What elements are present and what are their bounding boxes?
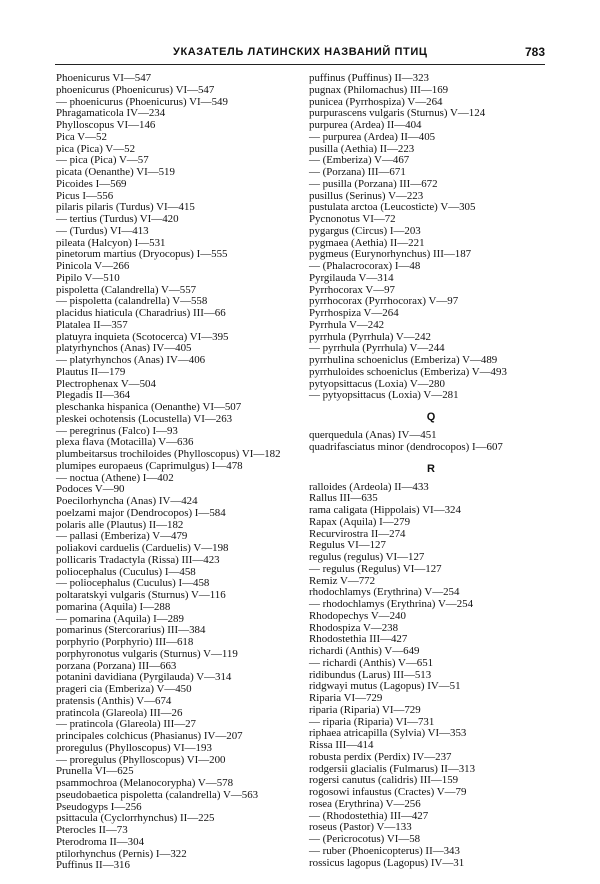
index-entry: Pseudogyps I—256 [56, 800, 142, 813]
index-entry: pygmaea (Aethia) II—221 [309, 236, 425, 249]
index-entry: pollicaris Tradactyla (Rissa) III—423 [56, 553, 220, 566]
index-entry: — noctua (Athene) I—402 [56, 471, 174, 484]
index-entry: punicea (Pyrrhospiza) V—264 [309, 95, 443, 108]
index-entry: psammochroa (Melanocorypha) V—578 [56, 777, 234, 789]
index-entry: Rissa III—414 [309, 739, 374, 751]
index-entry: potanini davidiana (Pyrgilauda) V—314 [56, 671, 232, 684]
index-entry: Remiz V—772 [309, 574, 376, 587]
index-entry: plumipes europaeus (Caprimulgus) I—478 [56, 459, 243, 472]
index-entry: pygmeus (Eurynorhynchus) III—187 [309, 248, 472, 261]
index-entry: psittacula (Cyclorrhynchus) II—225 [56, 812, 215, 825]
index-entry: Pyrgilauda V—314 [309, 271, 394, 284]
index-entry: — rhodochlamys (Erythrina) V—254 [309, 598, 474, 610]
index-entry: poltaratskyi vulgaris (Sturnus) V—116 [56, 589, 226, 601]
index-entry: — platyrhynchos (Anas) IV—406 [56, 354, 206, 366]
index-entry: plexa flava (Motacilla) V—636 [56, 436, 194, 449]
right-column [309, 73, 553, 869]
index-entry: — (Emberiza) V—467 [309, 154, 410, 167]
page-number: 783 [524, 45, 545, 59]
index-entry: porphyrio (Porphyrio) III—618 [56, 636, 194, 648]
index-entry: purpurascens vulgaris (Sturnus) V—124 [309, 107, 486, 120]
left-column [56, 73, 304, 872]
index-entry: prageri cia (Emberiza) V—450 [56, 683, 192, 695]
index-entry: Phragamaticola IV—234 [56, 107, 166, 120]
index-entry: poelzami major (Dendrocopos) I—584 [56, 506, 226, 519]
index-entry: — pytyopsittacus (Loxia) V—281 [309, 389, 459, 402]
index-entry: — poliocephalus (Cuculus) I—458 [56, 577, 210, 590]
index-entry: Rhodopechys V—240 [309, 609, 406, 622]
index-entry: ralloides (Ardeola) II—433 [309, 480, 429, 493]
index-entry: placidus hiaticula (Charadrius) III—66 [56, 307, 226, 319]
index-entry: — pyrrhula (Pyrrhula) V—244 [309, 342, 445, 355]
index-entry: — ruber (Phoenicopterus) II—343 [309, 844, 460, 857]
index-entry: Pyrrhula V—242 [309, 318, 385, 331]
section-heading-q: Q [426, 411, 436, 423]
index-entry: pusilla (Aethia) II—223 [309, 142, 415, 155]
index-entry: Rallus III—635 [309, 492, 378, 505]
index-entry: riphaea atricapilla (Sylvia) VI—353 [309, 727, 467, 740]
index-entry: pygargus (Circus) I—203 [309, 224, 421, 237]
index-entry: querquedula (Anas) IV—451 [309, 429, 437, 441]
index-entry: Picus I—556 [56, 189, 114, 202]
index-entry: — pratincola (Glareola) III—27 [56, 718, 197, 731]
index-entry: — richardi (Anthis) V—651 [309, 656, 434, 669]
index-entry: Pycnonotus VI—72 [309, 213, 396, 225]
index-entry: platuyra inquieta (Scotocerca) VI—395 [56, 330, 229, 343]
index-entry: purpurea (Ardea) II—404 [309, 119, 422, 131]
index-entry: picata (Oenanthe) VI—519 [56, 166, 175, 178]
index-entry: — (Phalacrocorax) I—48 [309, 260, 421, 272]
index-entry: pleschanka hispanica (Oenanthe) VI—507 [56, 401, 242, 413]
index-entry: — phoenicurus (Phoenicurus) VI—549 [56, 95, 228, 108]
index-entry: pratensis (Anthis) V—674 [56, 694, 172, 707]
index-entry: — (Porzana) III—671 [309, 166, 406, 178]
index-entry: Puffinus II—316 [56, 859, 130, 872]
page-title: УКАЗАТЕЛЬ ЛАТИНСКИХ НАЗВАНИЙ ПТИЦ [173, 46, 428, 58]
index-entry: rodgersii glacialis (Fulmarus) II—313 [309, 762, 476, 775]
index-entry: Riparia VI—729 [309, 692, 383, 704]
index-entry: Prunella VI—625 [56, 765, 134, 778]
index-entry: platyrhynchos (Anas) IV—405 [56, 342, 192, 355]
index-entry: rama caligata (Hippolais) VI—324 [309, 504, 461, 516]
page-header [55, 44, 545, 65]
index-entry: principales colchicus (Phasianus) IV—207 [56, 730, 243, 742]
index-entry: roseus (Pastor) V—133 [309, 821, 412, 834]
index-entry: pleskei ochotensis (Locustella) VI—263 [56, 412, 233, 425]
index-entry: robusta perdix (Perdix) IV—237 [309, 750, 452, 763]
index-entry: — pomarina (Aquila) I—289 [56, 612, 184, 625]
index-entry: pugnax (Philomachus) III—169 [309, 83, 449, 96]
index-entry: pytyopsittacus (Loxia) V—280 [309, 377, 445, 390]
index-entry: Rhodostethia III—427 [309, 633, 408, 646]
index-entry: regulus (regulus) VI—127 [309, 551, 425, 563]
index-entry: Pica V—52 [56, 130, 107, 143]
index-entry: rosea (Erythrina) V—256 [309, 797, 421, 810]
index-entry: pyrrhocorax (Pyrrhocorax) V—97 [309, 295, 459, 308]
index-entry: poliakovi carduelis (Carduelis) V—198 [56, 542, 229, 554]
index-entry: Plautus II—179 [56, 365, 126, 378]
section-heading-r: R [427, 462, 435, 475]
p-entries-list [309, 73, 553, 402]
index-entry: pyrrhulina schoeniclus (Emberiza) V—489 [309, 354, 498, 366]
index-entry: polaris alle (Plautus) II—182 [56, 518, 184, 531]
index-entry: — (Rhodostethia) III—427 [309, 809, 429, 822]
index-entry: ptilorhynchus (Pernis) I—322 [56, 847, 187, 860]
index-entry: rogersi canutus (calidris) III—159 [309, 774, 459, 787]
index-entry: pseudobaetica pispoletta (calandrella) V—563 [56, 788, 259, 801]
index-entry: pyrrhuloides schoeniclus (Emberiza) V—493 [309, 365, 507, 378]
index-entry: Podoces V—90 [56, 483, 125, 496]
index-entry: — regulus (Regulus) VI—127 [309, 562, 442, 575]
index-entry: ridibundus (Larus) III—513 [309, 668, 432, 681]
index-entry: pispoletta (Calandrella) V—557 [56, 283, 197, 296]
index-entry: poliocephalus (Cuculus) I—458 [56, 565, 196, 578]
index-entry: Plegadis II—364 [56, 389, 131, 402]
index-entry: pomarina (Aquila) I—288 [56, 600, 171, 613]
index-entry: — (Pericrocotus) VI—58 [309, 833, 421, 845]
index-entry: Plectrophenax V—504 [56, 377, 156, 390]
index-entry: pusillus (Serinus) V—223 [309, 189, 424, 202]
index-entry: — pallasi (Emberiza) V—479 [56, 530, 188, 543]
index-entry: Pterocles II—73 [56, 824, 128, 836]
index-entry: — pispoletta (calandrella) V—558 [56, 295, 208, 308]
index-entry: rossicus lagopus (Lagopus) IV—31 [309, 856, 465, 869]
index-entry: pomarinus (Stercorarius) III—384 [56, 624, 206, 637]
index-entry: — (Turdus) VI—413 [56, 224, 149, 237]
index-entry: pustulata arctoa (Leucosticte) V—305 [309, 201, 476, 214]
index-entry: porphyronotus vulgaris (Sturnus) V—119 [56, 647, 238, 660]
index-entry: rogosowi infaustus (Cractes) V—79 [309, 786, 467, 798]
index-entry: — riparia (Riparia) VI—731 [309, 715, 435, 728]
q-entries-list [309, 430, 553, 454]
index-entry: Platalea II—357 [56, 318, 128, 331]
index-entry: ridgwayi mutus (Lagopus) IV—51 [309, 680, 461, 693]
index-entry: proregulus (Phylloscopus) VI—193 [56, 741, 212, 754]
index-entry: — peregrinus (Falco) I—93 [56, 424, 178, 437]
index-entry: pilaris pilaris (Turdus) VI—415 [56, 201, 195, 214]
index-entry: pyrrhula (Pyrrhula) V—242 [309, 330, 431, 343]
index-entry: Rapax (Aquila) I—279 [309, 515, 411, 528]
index-entry: Picoides I—569 [56, 177, 127, 190]
index-entry: — proregulus (Phylloscopus) VI—200 [56, 753, 226, 766]
index-entry: puffinus (Puffinus) II—323 [309, 72, 429, 84]
index-entry: pinetorum martius (Dryocopus) I—555 [56, 248, 228, 261]
index-entry: rhodochlamys (Erythrina) V—254 [309, 586, 460, 599]
index-entry: Regulus VI—127 [309, 539, 386, 552]
index-entry: porzana (Porzana) III—663 [56, 659, 177, 672]
index-entry: Rhodospiza V—238 [309, 621, 399, 634]
index-entry: pileata (Halcyon) I—531 [56, 236, 166, 249]
index-entry: quadrifasciatus minor (dendrocopos) I—607 [309, 440, 503, 453]
index-entry: Phoenicurus VI—547 [56, 72, 152, 84]
index-entry: pratincola (Glareola) III—26 [56, 706, 183, 719]
index-entry: — pusilla (Porzana) III—672 [309, 177, 438, 190]
index-entry: Phylloscopus VI—146 [56, 119, 156, 131]
index-entry: — purpurea (Ardea) II—405 [309, 130, 436, 143]
index-entry: Pipilo V—510 [56, 271, 120, 284]
index-entry: Pyrrhocorax V—97 [309, 283, 396, 296]
index-entry: phoenicurus (Phoenicurus) VI—547 [56, 83, 215, 96]
index-entry: Pyrrhospiza V—264 [309, 307, 399, 319]
index-entry: Pinicola V—266 [56, 260, 130, 272]
index-entry: — pica (Pica) V—57 [56, 154, 149, 167]
index-entry: — tertius (Turdus) VI—420 [56, 213, 179, 225]
index-entry: Poecilorhyncha (Anas) IV—424 [56, 495, 198, 507]
r-entries-list [309, 482, 553, 870]
index-entry: richardi (Anthis) V—649 [309, 645, 420, 657]
index-entry: pica (Pica) V—52 [56, 142, 136, 155]
index-entry: Pterodroma II—304 [56, 835, 145, 848]
index-entry: Recurvirostra II—274 [309, 527, 406, 540]
index-entry: riparia (Riparia) VI—729 [309, 703, 421, 716]
index-entry: plumbeitarsus trochiloides (Phylloscopus) VI—182 [56, 448, 281, 460]
